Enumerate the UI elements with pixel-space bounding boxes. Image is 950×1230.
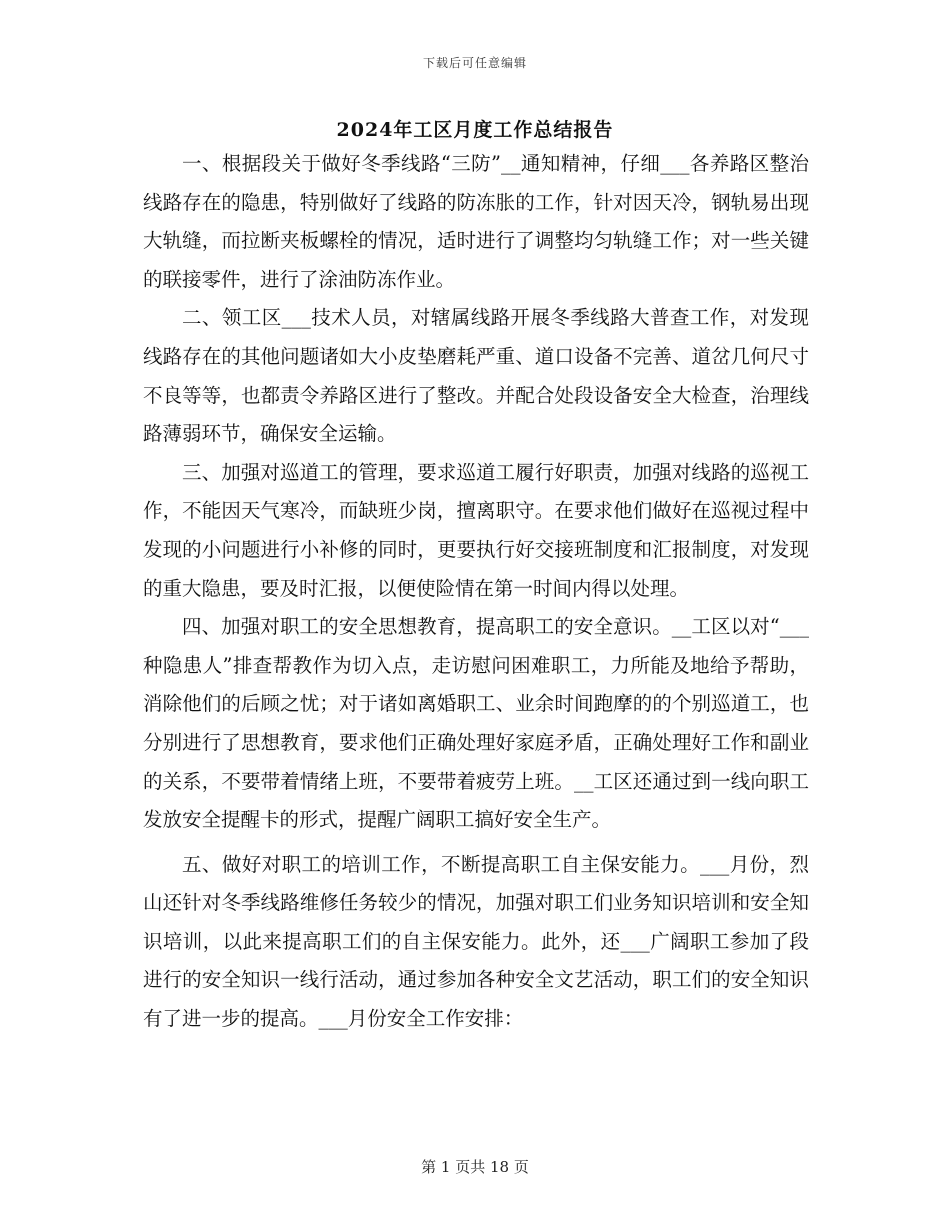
paragraph-2: 二、领工区___技术人员，对辖属线路开展冬季线路大普查工作，对发现线路存在的其他问题诸如大小皮垫磨耗严重、道口设备不完善、道岔几何尺寸不良等等，也都责令养路区进行了整改。并配合处段设备安全大检查，治理线路薄弱环节，确保安全运输。: [143, 306, 809, 446]
document-body: [143, 145, 809, 1039]
paragraph-1: 一、根据段关于做好冬季线路“三防”__通知精神，仔细___各养路区整治线路存在的隐患，特别做好了线路的防冻胀的工作，针对因天冷，钢轨易出现大轨缝，而拉断夹板螺栓的情况，适时进行了调整均匀轨缝工作；对一些关键的联接零件，进行了涂油防冻作业。: [143, 152, 809, 291]
download-note: 下载后可任意编辑: [422, 56, 527, 70]
paragraph-3: 三、加强对巡道工的管理，要求巡道工履行好职责，加强对线路的巡视工作，不能因天气寒冷，而缺班少岗，擅离职守。在要求他们做好在巡视过程中发现的小问题进行小补修的同时，更要执行好交接班制度和汇报制度，对发现的重大隐患，要及时汇报，以便使险情在第一时间内得以处理。: [143, 460, 809, 600]
paragraph-5: 五、做好对职工的培训工作，不断提高职工自主保安能力。___月份，烈山还针对冬季线路维修任务较少的情况，加强对职工们业务知识培训和安全知识培训，以此来提高职工们的自主保安能力。此外，还___广阔职工参加了段进行的安全知识一线行活动，通过参加各种安全文艺活动，职工们的安全知识有了进一步的提高。___月份安全工作安排：: [143, 852, 809, 1031]
page-title: 2024年工区月度工作总结报告: [336, 119, 614, 141]
page-number: 第 1 页共 18 页: [421, 1158, 529, 1176]
paragraph-4: 四、加强对职工的安全思想教育，提高职工的安全意识。__工区以对“___种隐患人”排查帮教作为切入点，走访慰问困难职工，力所能及地给予帮助，消除他们的后顾之忧；对于诸如离婚职工、业余时间跑摩的的个别巡道工，也分别进行了思想教育，要求他们正确处理好家庭矛盾，正确处理好工作和副业的关系，不要带着情绪上班，不要带着疲劳上班。__工区还通过到一线向职工发放安全提醒卡的形式，提醒广阔职工搞好安全生产。: [143, 615, 809, 832]
